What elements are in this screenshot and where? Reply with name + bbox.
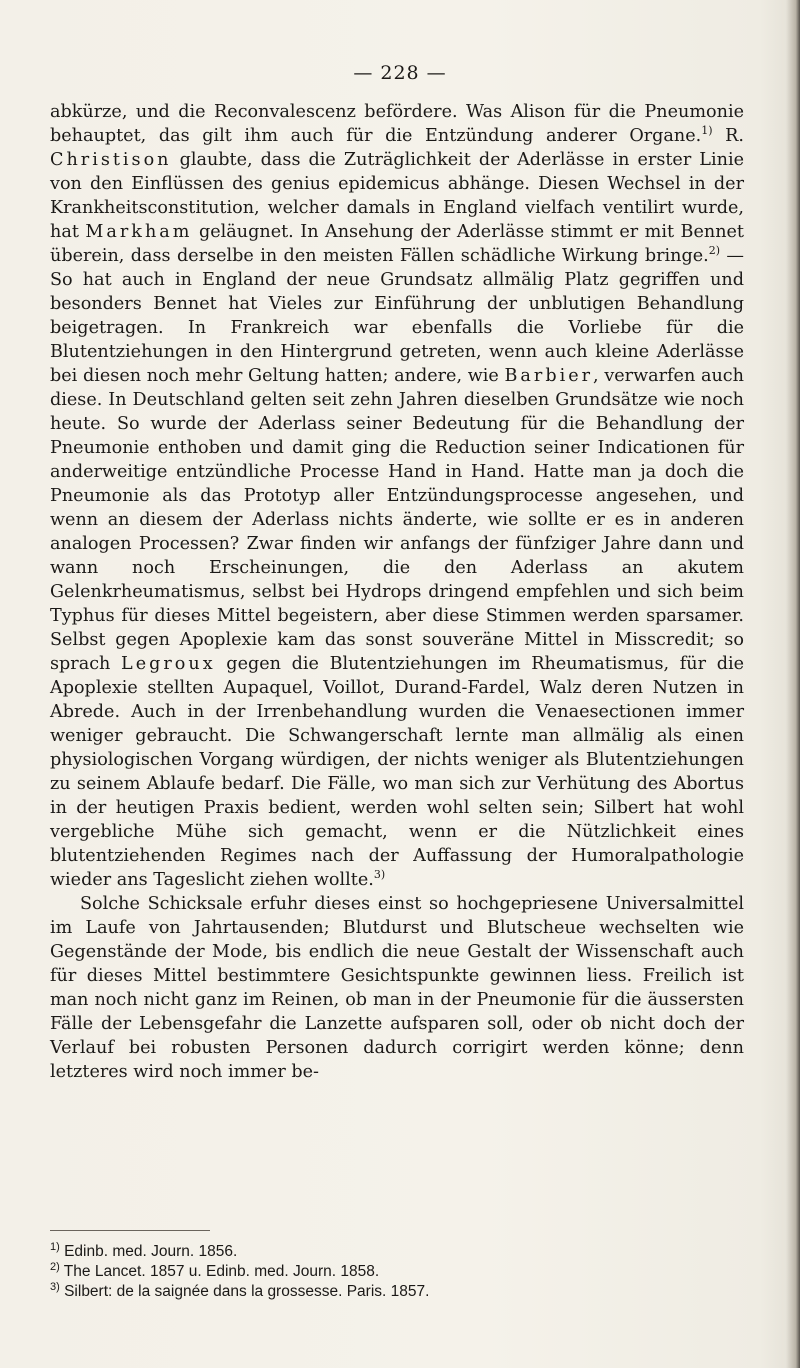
footnote-2: [50, 1262, 750, 1282]
main-text: [50, 100, 744, 1084]
paragraph-1-text-b: R.: [712, 126, 744, 146]
footnote-3-text: Silbert: de la saignée dans la grossesse. Paris. 1857.: [59, 1283, 430, 1300]
paragraph-1-text-e: — So hat auch in England der neue Grundsatz allmälig Platz gegriffen und besonders Bennet hat Vieles zur Einführung der unblutigen Behandlung beigetragen. In Frankreich war ebenfalls die Vorliebe für die Blutentziehungen in den Hintergrund getreten, wenn auch kleine Aderlässe bei diesen noch mehr Geltung hatten; andere, wie: [50, 246, 745, 386]
paragraph-1-text-g: gegen die Blutentziehungen im Rheumatismus, für die Apoplexie stellten Aupaquel, Voillot, Durand-Fardel, Walz deren Nutzen in Abrede. Auch in der Irrenbehandlung wurden die Venaesectionen immer weniger gebraucht. Die Schwangerschaft lernte man allmälig als einen physiologischen Vorgang würdigen, der nichts weniger als Blutentziehungen zu seinem Ablaufe bedarf. Die Fälle, wo man sich zur Verhütung des Abortus in der heutigen Praxis bedient, werden wohl selten sein; Silbert hat wohl vergebliche Mühe sich gemacht, wenn er die Nützlichkeit eines blutentziehenden Regimes nach der Auffassung der Humoralpathologie wieder ans Tageslicht ziehen wollte.: [50, 654, 744, 890]
paragraph-1-text-f: , verwarfen auch diese. In Deutschland gelten seit zehn Jahren dieselben Grundsätze wie noch heute. So wurde der Aderlass seiner Bedeutung für die Behandlung der Pneumonie enthoben und damit ging die Reduction seiner Indicationen für anderweitige entzündliche Processe Hand in Hand. Hatte man ja doch die Pneumonie als das Prototyp aller Entzündungsprocesse angesehen, und wenn an diesem der Aderlass nichts änderte, wie sollte er es in anderen analogen Processen? Zwar finden wir anfangs der fünfziger Jahre dann und wann noch Erscheinungen, die den Aderlass an akutem Gelenkrheumatismus, selbst bei Hydrops dringend empfehlen und sich beim Typhus für dieses Mittel begeistern, aber diese Stimmen werden sparsamer. Selbst gegen Apoplexie kam das sonst souveräne Mittel in Misscredit; so sprach: [50, 366, 744, 674]
footnotes: [50, 1242, 750, 1302]
name-markham: Markham: [85, 222, 193, 242]
name-barbier: Barbier: [504, 366, 594, 386]
paragraph-1-text-c: glaubte, dass die Zuträglichkeit der Aderlässe in erster Linie von den Einflüssen des genius epidemicus abhänge. Diesen Wechsel in der Krankheitsconstitution, welcher damals in England vielfach ventilirt wurde, hat: [50, 150, 744, 242]
paragraph-1-text-a: abkürze, und die Reconvalescenz befördere. Was Alison für die Pneumonie behauptet, das gilt ihm auch für die Entzündung anderer Organe.: [50, 102, 744, 146]
name-legroux: Legroux: [121, 654, 216, 674]
footnote-2-text: The Lancet. 1857 u. Edinb. med. Journ. 1858.: [59, 1263, 380, 1280]
footnote-3-marker: 3): [50, 1280, 60, 1293]
footnote-1: [50, 1242, 750, 1262]
footnote-3: [50, 1282, 750, 1302]
footnote-1-text: Edinb. med. Journ. 1856.: [59, 1243, 238, 1260]
footnote-2-marker: 2): [50, 1260, 60, 1273]
footnote-1-marker: 1): [50, 1240, 60, 1253]
page-edge-shadow: [786, 0, 800, 1368]
paragraph-1-text-d: geläugnet. In Ansehung der Aderlässe stimmt er mit Bennet überein, dass derselbe in den meisten Fällen schädliche Wirkung bringe.: [50, 222, 745, 266]
footnote-ref-3: 3): [373, 868, 386, 882]
footnote-divider: [50, 1230, 210, 1231]
page-number: — 228 —: [353, 62, 447, 84]
footnote-ref-2: 2): [708, 244, 721, 258]
footnote-ref-1: 1): [701, 124, 713, 138]
paragraph-2: Solche Schicksale erfuhr dieses einst so hochgepriesene Universalmittel im Laufe von Jahrtausenden; Blutdurst und Blutscheue wechselten wie Gegenstände der Mode, bis endlich die neue Gestalt der Wissenschaft auch für dieses Mittel bestimmtere Gesichtspunkte gewinnen liess. Freilich ist man noch nicht ganz im Reinen, ob man in der Pneumonie für die äussersten Fälle der Lebensgefahr die Lanzette aufsparen soll, oder ob nicht doch der Verlauf bei robusten Personen dadurch corrigirt werden könne; denn letzteres wird noch immer be-: [50, 894, 744, 1082]
paragraph-1: [50, 100, 744, 892]
name-christison: Christison: [50, 150, 172, 170]
